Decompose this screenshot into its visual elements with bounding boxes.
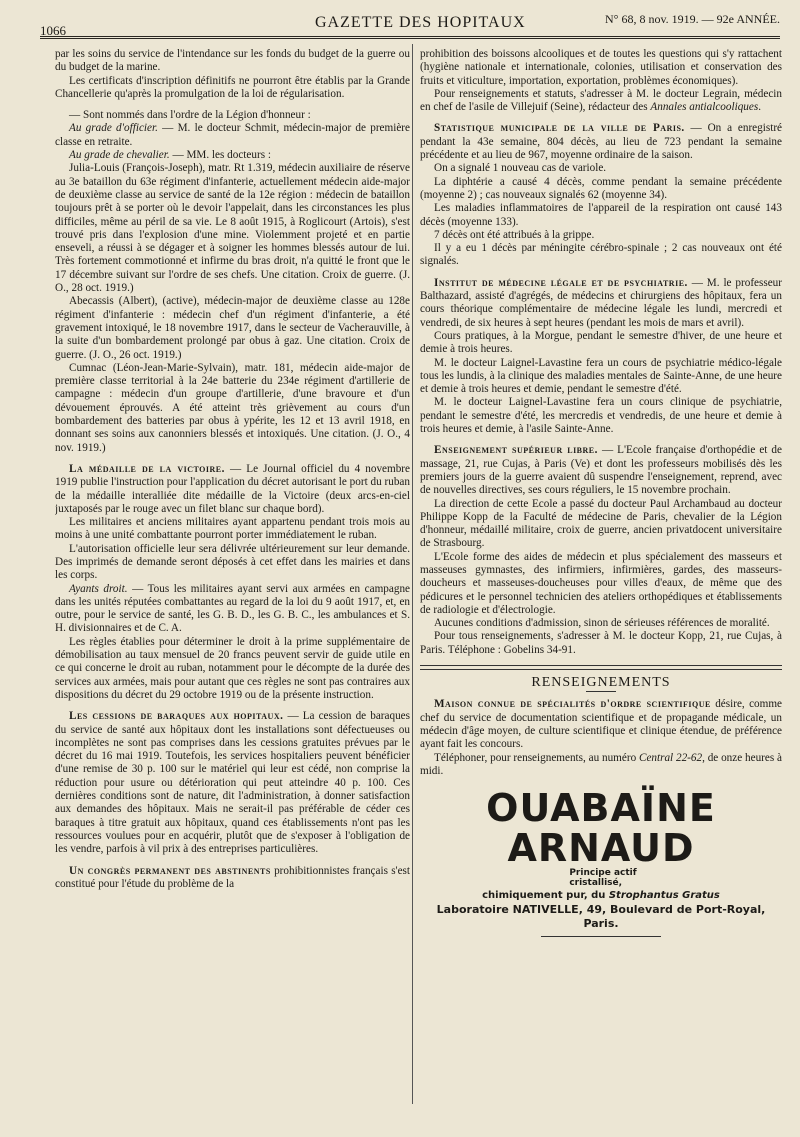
paragraph [55, 710, 410, 856]
paragraph: Il y a eu 1 décès par méningite cérébro-spinale ; 2 cas nouveaux ont été signalés. [420, 242, 782, 268]
advertisement [420, 788, 782, 937]
paragraph: La direction de cette Ecole a passé du docteur Paul Archambaud au docteur Philippe Kopp de la Faculté de médecine de Paris, chevalier de la Légion d'honneur, médaillé militaire, croix de guerre, ancien privatdocent universitaire de Strasbourg. [420, 497, 782, 550]
end-rule [541, 936, 661, 937]
section-text: — Le Journal officiel du 4 novembre 1919 publie l'instruction pour l'application du décret autorisant le port du ruban de la médaille interalliée dite médaille de la Victoire (deux arcs-en-ciel juxtaposés par le rouge avec un filet blanc sur chaque bord). [55, 462, 410, 515]
section-heading: Les cessions de baraques aux hopitaux. [69, 710, 284, 723]
ad-product: Strophantus Gratus [608, 890, 720, 902]
paragraph-text: , de onze heures à midi. [420, 751, 782, 777]
renseignements-title: RENSEIGNEMENTS [531, 675, 671, 691]
right-column [420, 48, 782, 1118]
column-separator [412, 44, 413, 1104]
paragraph-text: . [758, 101, 762, 114]
paragraph: 7 décès ont été attribués à la grippe. [434, 228, 595, 241]
ad-laboratory: Laboratoire NATIVELLE, 49, Boulevard de Port-Royal, Paris. [436, 903, 766, 930]
page-number: 1066 [40, 23, 66, 38]
left-column [55, 48, 410, 1118]
paragraph: Les maladies inflammatoires de l'appareil de la respiration ont causé 143 décès (moyenne 133). [420, 202, 782, 228]
header-rule [40, 36, 780, 39]
paragraph: Aucunes conditions d'admission, sinon de sérieuses références de moralité. [434, 617, 770, 630]
paragraph: Julia-Louis (François-Joseph), matr. Rt 1.319, médecin auxiliaire de réserve au 3e bataillon du 63e régiment d'infanterie, actuellement médecin aide-major de deuxième classe au service de santé de la 12e région : médecin de bataillon toujours prêt à se porter où le devoir l'appelait, dans les circonstances les plus difficiles, même au péril de sa vie. Le 8 août 1915, à Roglicourt (Artois), s'est trouvé pris dans l'explosion d'une mine. Violemment projeté et en partie enseveli, a réussi à se dégager et à soigner les hommes blessés autour de lui. Très fortement commotionné et infirme du bras droit, n'a quitté le front que le 17 décembre suivant sur l'ordre de ses chefs. Une citation. Croix de guerre. (J. O., 28 oct. 1919.) [55, 162, 410, 295]
ad-note-line: Principe actif [569, 868, 637, 879]
phone-number: Central 22-62 [638, 751, 703, 764]
paragraph: Cours pratiques, à la Morgue, pendant le semestre d'hiver, de une heure et demie à trois heures. [420, 329, 782, 356]
section-text: — L'Ecole française d'orthopédie et de massage, 21, rue Cujas, à Paris (Ve) et dont les professeurs mobilisés dès les premiers jours de la guerre avaient dû suspendre l'enseignement, reprend, avec de nouvelles directives, ses cours réguliers, le 15 novembre prochain. [420, 444, 782, 497]
paragraph [55, 583, 410, 636]
section-text: prohibitionnistes français s'est constitué pour l'étude du problème de la [55, 864, 410, 890]
paragraph [420, 88, 782, 115]
section-heading: La médaille de la victoire. [69, 462, 225, 475]
paragraph: — Sont nommés dans l'ordre de la Légion d'honneur : [69, 109, 311, 122]
paragraph: Les certificats d'inscription définitifs ne pourront être établis par la Grande Chancellerie qu'après la promulgation de la loi de régularisation. [55, 74, 410, 100]
section-divider [420, 665, 782, 670]
paragraph [420, 752, 782, 779]
paragraph [420, 122, 782, 162]
section-heading: Enseignement supérieur libre. [434, 444, 598, 457]
paragraph: Cumnac (Léon-Jean-Marie-Sylvain), matr. 181, médecin aide-major de première classe territorial à la 24e batterie du 234e régiment d'artillerie de campagne : médecin d'un groupe d'artillerie, d'une bravoure et d'un dévouement éprouvés. A été atteint très grièvement au cours d'un bombardement des batteries par obus à ypérite, les 12 et 13 avril 1918, en donnant ses soins aux canonniers blessés et intoxiqués. Une citation. (J. O., 4 nov. 1919.) [55, 361, 410, 454]
annales-title: Annales antialcooliques [650, 101, 759, 114]
paragraph: M. le docteur Laignel-Lavastine fera un cours de psychiatrie médico-légale tous les lundis, à la clinique des maladies mentales de Sainte-Anne, de une heure et demie à trois heures et demie, pendant le semestre d'été. [420, 356, 782, 396]
paragraph [55, 463, 410, 516]
ad-subtitle [420, 889, 782, 902]
paragraph-text: Pour renseignements et statuts, s'adresser à M. le docteur Legrain, médecin en chef de l'asile de Villejuif (Seine), rédacteur des [420, 87, 782, 114]
journal-title: GAZETTE DES HOPITAUX [315, 14, 526, 31]
paragraph [420, 698, 782, 751]
officier-text: — M. le docteur Schmit, médecin-major de première classe en retraite. [55, 122, 410, 148]
section-heading: Statistique municipale de la ville de Paris. [434, 122, 685, 135]
section-text: — M. le professeur Balthazard, assisté d'agrégés, de médecins et chirurgiens des hôpitaux, fera un cours théorique complémentaire de médecine légale les lundi, mercredi et vendredi, de six heures à sept heures (pendant les mois de mars et avril). [420, 276, 782, 329]
paragraph: Les militaires et anciens militaires ayant appartenu pendant trois mois au moins à une unité combattante pourront porter immédiatement le ruban. [55, 516, 410, 542]
paragraph [55, 149, 410, 162]
paragraph: La diphtérie a causé 4 décès, comme pendant la semaine précédente (moyenne 2) ; cas nouveaux signalés 62 (moyenne 34). [420, 175, 782, 201]
paragraph [55, 865, 410, 892]
paragraph: On a signalé 1 nouveau cas de variole. [434, 162, 607, 175]
ayants-text: — Tous les militaires ayant servi aux armées en campagne dans les unités réputées combattantes au regard de la loi du 9 août 1917, et, en outre, pour le service de santé, les G. B. D., les G. B. C., les ambulances et S. H. divisionnaires et de C. A. [55, 582, 410, 635]
paragraph-text: Téléphoner, pour renseignements, au numéro [434, 751, 639, 764]
ad-note-line: cristallisé, [569, 878, 623, 889]
paragraph: L'autorisation officielle leur sera délivrée ultérieurement sur leur demande. Des imprimés de demande seront déposés à cet effet dans les mairies et dans les corps. [55, 542, 410, 582]
paragraph: Les règles établies pour déterminer le droit à la prime supplémentaire de démobilisation au taux mensuel de 20 francs peuvent servir de guide utile en ce qui concerne le droit au ruban, notamment pour le décompte de la durée des services aux armées, mais pour autant que ces règles ne sont pas contraires aux dispositions du décret du 29 octobre 1919 ou de la présente instruction. [55, 635, 410, 701]
section-text: désire, comme chef du service de documentation scientifique et de propagande médicale, un médecin d'âge moyen, de culture scientifique et clinique étendue, de préférence ayant fait les concours. [420, 698, 782, 751]
ad-brand: OUABAÏNE ARNAUD [486, 786, 716, 871]
paragraph: M. le docteur Laignel-Lavastine fera un cours clinique de psychiatrie, pendant le semestre d'été, les mercredis et vendredis, de une heure et demie à trois heures et demie, à l'asile Sainte-Anne. [420, 396, 782, 436]
page-header [40, 8, 780, 38]
section-heading: Institut de médecine légale et de psychiatrie. [434, 276, 688, 289]
chevalier-label: Au grade de chevalier. [69, 149, 170, 162]
paragraph: par les soins du service de l'intendance sur les fonds du budget de la guerre ou du budget de la marine. [55, 48, 410, 74]
ad-subtitle-text: chimiquement pur, du [482, 890, 609, 902]
section-text: — La cession de baraques du service de santé aux hôpitaux dont les installations sont défectueuses ou incomplètes ne sont pas comprises dans les cessions gratuites prévues par le décret du 16 mai 1919. Toutefois, les services hospitaliers peuvent bénéficier d'une remise de 30 p. 100 sur le matériel qui leur est cédé, non comprise la réduction pour usure ou détérioration qui peut atteindre 40 p. 100. Ces dernières conditions sont de nature, dit l'administration, à donner satisfaction aux demandes des hôpitaux. Mais ne serait-il pas préférable de céder ces baraques à titre gratuit aux hôpitaux, quand ces établissements n'ont pas les ressources voulues pour en acquérir, plutôt que de s'exposer à l'obligation de les vendre, parfois à vil prix à des entreprises particulières. [55, 710, 410, 856]
paragraph [55, 122, 410, 149]
section-heading: Maison connue de spécialités d'ordre scientifique [434, 698, 711, 711]
section-text: — On a enregistré pendant la 43e semaine, 804 décès, au lieu de 723 pendant la semaine précédente et au lieu de 967, moyenne ordinaire de la saison. [420, 122, 782, 162]
paragraph [420, 444, 782, 497]
paragraph: L'Ecole forme des aides de médecin et plus spécialement des masseurs et masseuses gymnastes, des infirmiers, infirmières, gardes, des masseurs-doucheurs et masseuses-doucheuses pour villes d'eaux, de même que des pédicures et le personnel technicien des ateliers orthopédiques et établissements de radiologie et d'électrologie. [420, 550, 782, 616]
section-heading: Un congrès permanent des abstinents [69, 864, 271, 877]
ad-note [569, 868, 636, 888]
paragraph: prohibition des boissons alcooliques et de toutes les questions qui s'y rattachent (hygiène nationale et internationale, colonies, utilisation et conservation des fruits et viticulture, importation, exportation, problèmes économiques). [420, 48, 782, 87]
paragraph [420, 277, 782, 330]
paragraph: Abecassis (Albert), (active), médecin-major de deuxième classe au 128e régiment d'infanterie : médecin chef d'un régiment d'infanterie, a été gravement intoxiqué, le 18 novembre 1917, dans le secteur de Vacherauville, à la suite d'un bombardement prolongé par obus à gaz. Une citation. Croix de guerre. (J. O., 26 oct. 1919.) [55, 295, 410, 361]
title-rule [586, 691, 616, 692]
ayants-label: Ayants droit. [69, 582, 128, 595]
paragraph: Pour tous renseignements, s'adresser à M. le docteur Kopp, 21, rue Cujas, à Paris. Téléphone : Gobelins 34-91. [420, 630, 782, 656]
officier-label: Au grade d'officier. [69, 122, 158, 135]
issue-info: N° 68, 8 nov. 1919. — 92e ANNÉE. [604, 12, 780, 26]
chevalier-text: — MM. les docteurs : [169, 149, 271, 162]
